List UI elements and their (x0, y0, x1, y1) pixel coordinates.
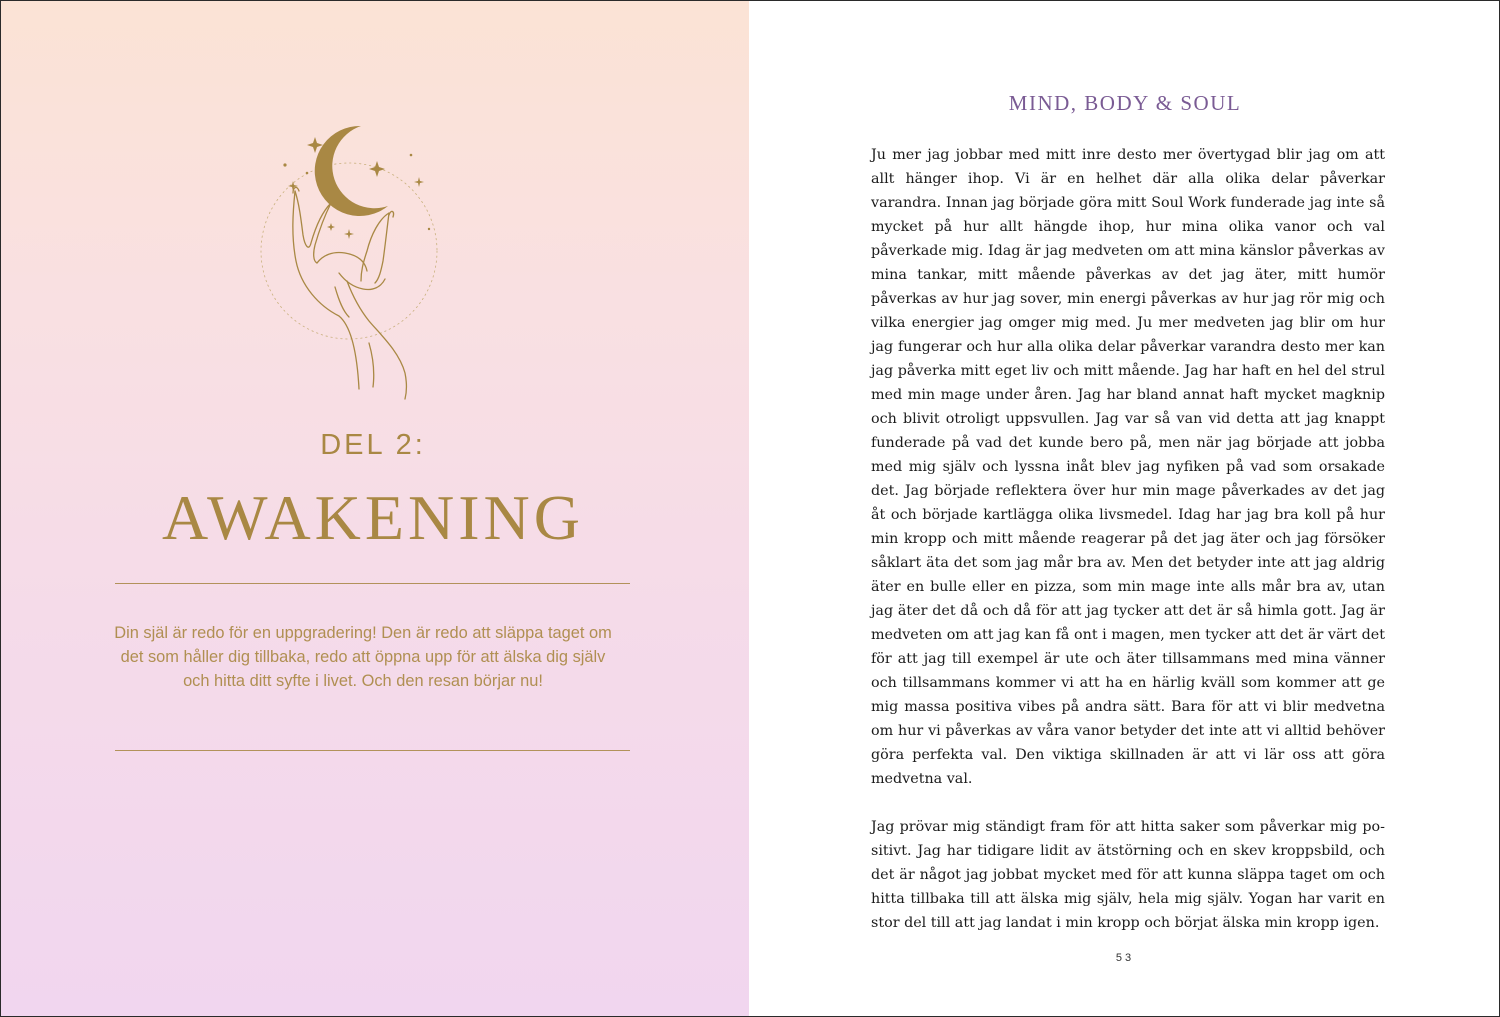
running-head: MIND, BODY & SOUL (1008, 91, 1242, 115)
paragraph: Jag prövar mig ständigt fram för att hitta saker som påverkar mig positivt. Jag har tidigare lidit av ätstörning och en skev kroppsbild, och det är något jag jobbat mycket med för att kunna släppa taget om och hitta tillbaka till att älska mig själv, hela mig själv. Yogan har varit en stor del till att jag landat i min kropp och börjat älska min kropp igen. (871, 819, 1385, 931)
divider-bottom (115, 750, 630, 751)
paragraph: Ju mer jag jobbar med mitt inre desto mer övertygad blir jag om att allt hänger ihop. Vi är en helhet där alla olika delar påverkar varandra. Innan jag började göra mitt Soul Work funderade jag inte så mycket på hur allt hängde ihop, hur mina olika vanor och val påverkade mig. Idag är jag medveten om att mina känslor påverkas av mina tankar, mitt mående påverkas av det jag äter, mitt humör påverkas av hur jag sover, min energi påverkas av hur jag rör mig och vilka energier jag omger mig med. Ju mer medveten jag blir om hur jag fungerar och hur alla olika delar påverkar varandra desto mer kan jag påverka mitt eget liv och mitt mående. Jag har haft en hel del strul med min mage under åren. Jag har bland annat haft mycket magknip och blivit otroligt uppsvullen. Jag var så van vid detta att jag knappt funderade på vad det kunde bero på, men när jag började att jobba med mig själv och lyssna inåt blev jag nyfiken på vad som orsakade det. Jag började reflektera över hur min mage påverkades av det jag åt och började kartlägga olika livsmedel. Idag har jag bra koll på hur min kropp och mitt mående reagerar på det jag äter och jag försöker såklart äta det som jag mår bra av. Men det betyder inte att jag aldrig äter en bulle eller en pizza, som min mage inte alls mår bra av, utan jag äter det då och då för att jag tycker att det är så himla gott. Jag är medveten om att jag kan få ont i magen, men tycker att det är värt det för att jag till exempel är ute och äter tillsammans med mina vänner och tillsammans kommer vi att ha en härlig kväll som kommer att ge mig massa positiva vibes på andra sätt. Bara för att vi blir medvetna om hur vi påverkas av våra vanor betyder det inte att vi alltid behöver göra perfekta val. Den viktiga skillnaden är att vi lär oss att göra medvetna val. (871, 147, 1385, 787)
text-page (749, 1, 1500, 1017)
chapter-intro: Din själ är redo för en uppgradering! Den är redo att släppa taget om det som håller dig tillbaka, redo att öppna upp för att älska dig själv och hitta ditt syfte i livet. Och den resan börjar nu! (114, 624, 612, 690)
body-text (871, 143, 1385, 935)
part-label: DEL 2: (320, 429, 426, 461)
hand-holding-crescent-moon-icon (249, 111, 449, 401)
chapter-title: AWAKENING (162, 482, 584, 553)
divider-top (115, 583, 630, 584)
chapter-opener-page (1, 1, 749, 1017)
page-number: 53 (1115, 952, 1135, 964)
